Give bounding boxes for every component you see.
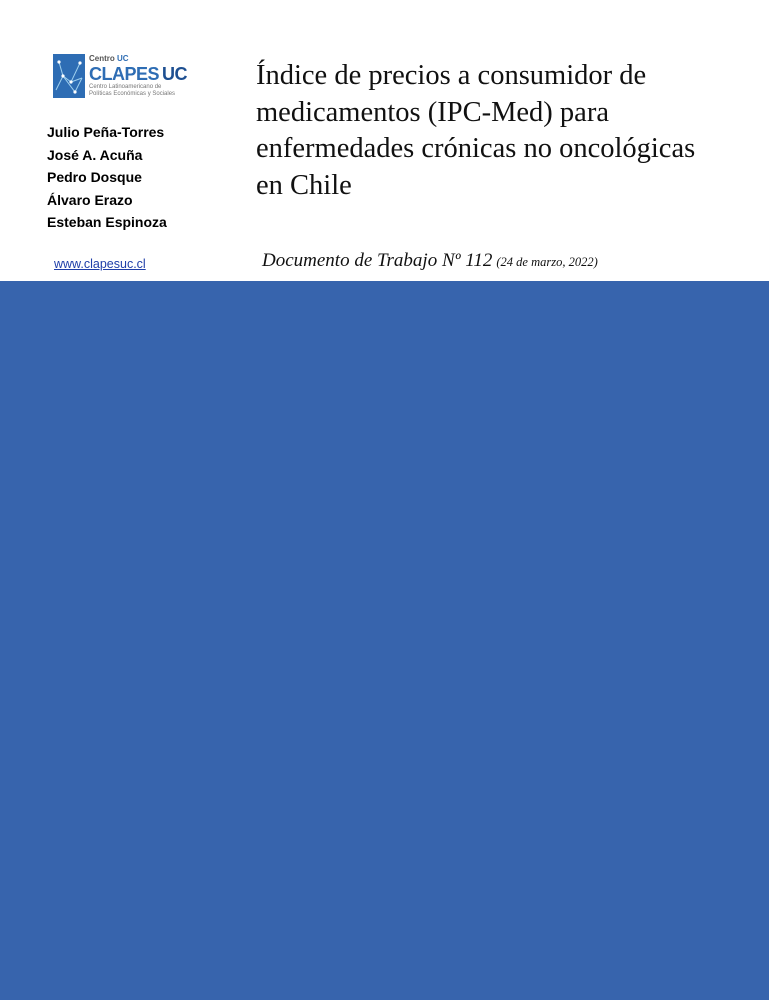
working-paper-line xyxy=(262,250,598,272)
author-name: Julio Peña-Torres xyxy=(47,124,165,140)
logo-wordmark: CLAPES UC xyxy=(89,64,188,84)
title-line: enfermedades crónicas no oncológicas xyxy=(256,133,696,164)
logo-tagline: Centro Latinoamericano de Políticas Económicas y Sociales xyxy=(89,84,176,97)
logo-centro-uc: Centro UC xyxy=(89,54,129,63)
author-list xyxy=(47,121,167,234)
author-name: Esteban Espinoza xyxy=(47,214,167,230)
document-title xyxy=(256,58,756,204)
title-line: Índice de precios a consumidor de xyxy=(256,60,647,91)
publication-date: (24 de marzo, 2022) xyxy=(496,255,598,269)
author-name: Pedro Dosque xyxy=(47,169,142,185)
clapes-uc-logo xyxy=(53,54,193,98)
title-line: en Chile xyxy=(256,169,352,201)
cover-color-band xyxy=(0,281,769,1000)
author-name: José A. Acuña xyxy=(47,146,143,163)
network-mark-icon xyxy=(53,54,85,98)
author-name: Álvaro Erazo xyxy=(47,191,133,208)
title-line: medicamentos (IPC-Med) para xyxy=(256,96,609,128)
website-link[interactable]: www.clapesuc.cl xyxy=(54,257,146,271)
working-paper-number: Documento de Trabajo Nº 112 xyxy=(262,250,493,271)
